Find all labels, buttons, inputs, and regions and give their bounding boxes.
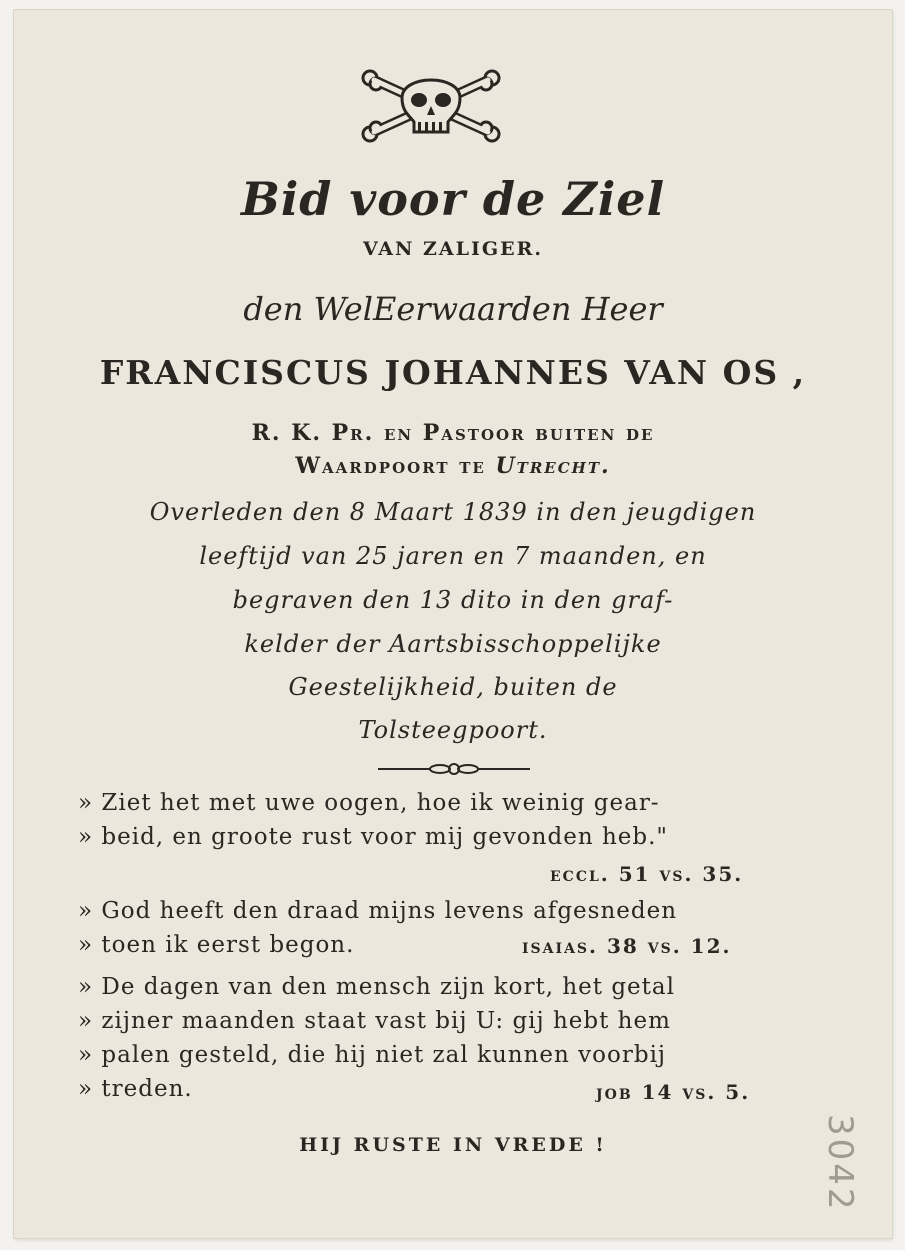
card-title: Bid voor de Ziel — [240, 172, 666, 226]
quote-line: » palen gesteld, die hij niet zal kunnen voorbij — [78, 1042, 667, 1068]
quote-line: » treden. — [78, 1076, 193, 1102]
bio-line: leeftijd van 25 jaren en 7 maanden, en — [199, 542, 707, 570]
scripture-reference: eccl. 51 vs. 35. — [550, 862, 744, 886]
deceased-name: FRANCISCUS JOHANNES VAN OS , — [99, 353, 807, 392]
ornamental-divider — [376, 762, 532, 776]
archive-number-text: 3042 — [820, 1114, 860, 1213]
card-subtitle: VAN ZALIGER. — [363, 238, 543, 260]
quote-line: » toen ik eerst begon. — [78, 932, 355, 958]
quote-line: » God heeft den draad mijns levens afgesneden — [78, 898, 678, 924]
bio-line: begraven den 13 dito in den graf- — [232, 586, 674, 614]
bio-line: Geestelijkheid, buiten de — [288, 673, 618, 701]
closing-line: HIJ RUSTE IN VREDE ! — [299, 1134, 607, 1156]
bio-line: Tolsteegpoort. — [358, 716, 548, 744]
memorial-card — [14, 10, 892, 1238]
quote-line: » zijner maanden staat vast bij U: gij hebt hem — [78, 1008, 671, 1034]
bio-line: kelder der Aartsbisschoppelijke — [244, 630, 662, 658]
quote-line: » Ziet het met uwe oogen, hoe ik weinig gear- — [78, 790, 660, 816]
office-line-2 — [14, 453, 892, 479]
office-line-2-text: Waardpoort te — [295, 453, 496, 479]
honorific: den WelEerwaarden Heer — [243, 290, 663, 328]
office-city: Utrecht. — [495, 453, 611, 479]
quote-line: » De dagen van den mensch zijn kort, het getal — [78, 974, 675, 1000]
archive-number — [816, 1110, 860, 1220]
scripture-reference: job 14 vs. 5. — [596, 1080, 751, 1104]
office-line-1: R. K. Pr. en Pastoor buiten de — [251, 420, 655, 446]
skull-crossbones-icon — [356, 62, 506, 146]
bio-line: Overleden den 8 Maart 1839 in den jeugdigen — [149, 498, 757, 526]
quote-line: » beid, en groote rust voor mij gevonden heb." — [78, 824, 668, 850]
scripture-reference: isaias. 38 vs. 12. — [522, 934, 732, 958]
